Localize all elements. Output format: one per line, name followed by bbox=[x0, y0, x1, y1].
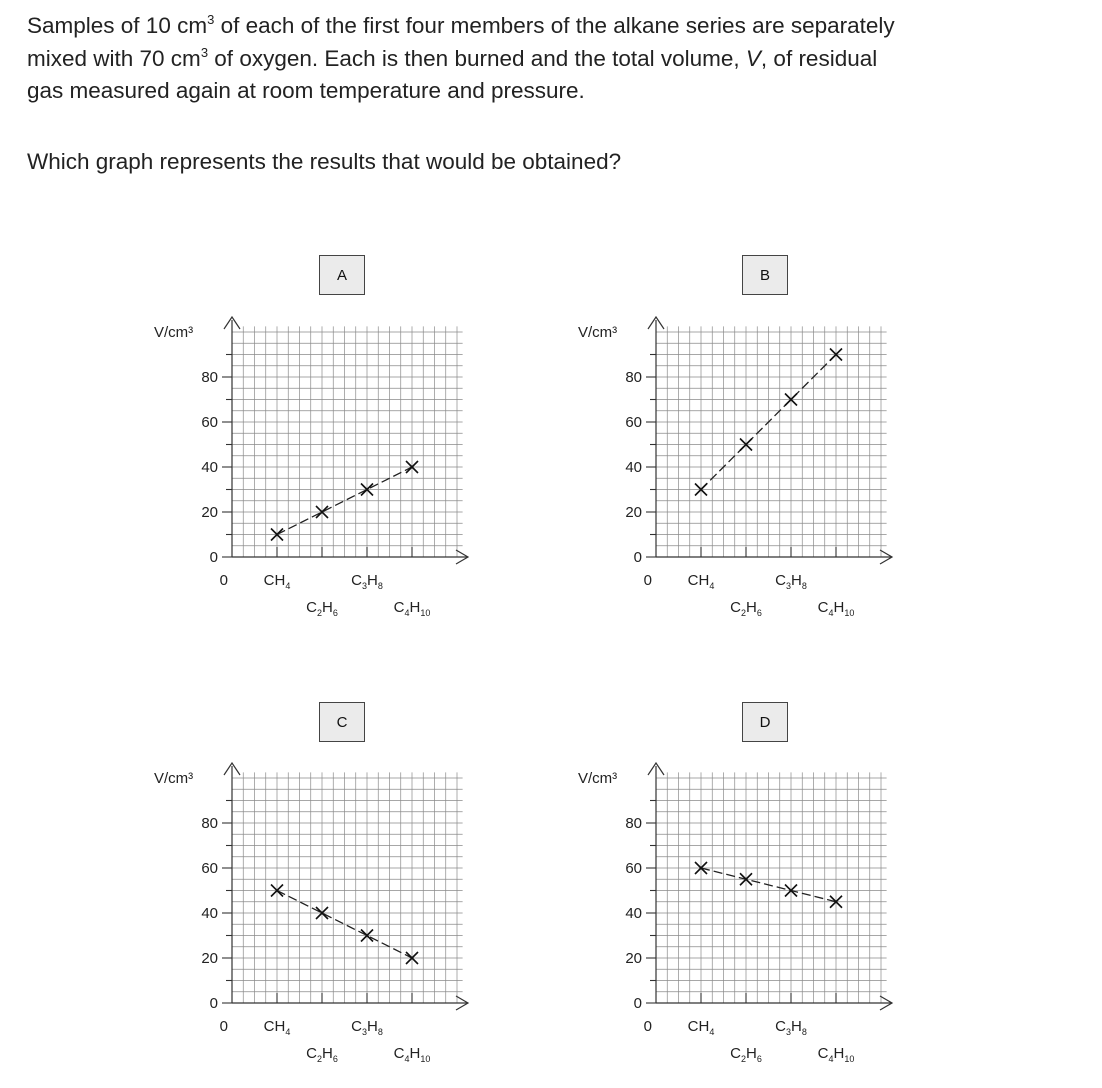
y-tick-label: 40 bbox=[625, 459, 642, 476]
y-tick-label: 40 bbox=[625, 905, 642, 922]
formula-part: H bbox=[322, 1045, 333, 1062]
formula-part: C bbox=[730, 599, 741, 616]
chart-grid bbox=[232, 772, 463, 1003]
category-label bbox=[394, 599, 431, 618]
formula-part: H bbox=[409, 1045, 421, 1062]
chart-a bbox=[154, 317, 468, 618]
formula-sub: 6 bbox=[756, 1054, 762, 1064]
y-tick-label: 80 bbox=[625, 815, 642, 832]
y-tick-label: 40 bbox=[201, 459, 218, 476]
formula-part: C bbox=[306, 1045, 317, 1062]
category-label bbox=[730, 599, 762, 618]
chart-grid bbox=[656, 326, 887, 557]
formula-part: C bbox=[393, 1045, 405, 1062]
formula-sub: 4 bbox=[404, 1054, 410, 1064]
y-axis-label: V/cm³ bbox=[578, 770, 618, 787]
formula-sub: 3 bbox=[361, 581, 367, 591]
y-tick-label: 80 bbox=[625, 369, 642, 386]
formula-sub: 4 bbox=[404, 608, 410, 618]
formula-sub: 2 bbox=[740, 1054, 746, 1064]
option-b-label[interactable]: B bbox=[742, 255, 788, 295]
formula-sub: 8 bbox=[377, 1027, 383, 1037]
formula-sub: 4 bbox=[828, 608, 834, 618]
formula-sub: 2 bbox=[316, 608, 322, 618]
x-origin-label: 0 bbox=[219, 572, 228, 589]
formula-part: H bbox=[274, 572, 286, 589]
question-prompt: Which graph represents the results that would be obtained? bbox=[27, 149, 622, 174]
formula-sub: 6 bbox=[332, 608, 338, 618]
category-label bbox=[688, 1018, 715, 1037]
formula-sub: 4 bbox=[709, 581, 715, 591]
formula-part: C bbox=[687, 1018, 699, 1035]
formula-sub: 6 bbox=[756, 608, 762, 618]
formula-sub: 10 bbox=[844, 1054, 855, 1064]
formula-sub: 10 bbox=[844, 608, 855, 618]
y-axis-label: V/cm³ bbox=[154, 770, 194, 787]
formula-part: C bbox=[351, 1018, 362, 1035]
axes bbox=[648, 317, 892, 564]
y-axis-label: V/cm³ bbox=[578, 324, 618, 341]
formula-sub: 3 bbox=[361, 1027, 367, 1037]
y-tick-label: 20 bbox=[201, 504, 218, 521]
y-tick-label: 60 bbox=[201, 860, 218, 877]
formula-part: H bbox=[791, 1018, 802, 1035]
axes bbox=[648, 763, 892, 1010]
category-label bbox=[818, 1045, 855, 1064]
formula-sub: 8 bbox=[801, 581, 807, 591]
chart-b bbox=[578, 317, 892, 618]
category-label bbox=[264, 572, 291, 591]
formula-part: H bbox=[698, 572, 710, 589]
formula-sub: 2 bbox=[740, 608, 746, 618]
axes bbox=[224, 317, 468, 564]
formula-part: C bbox=[263, 572, 275, 589]
y-tick-label: 0 bbox=[633, 995, 642, 1012]
x-origin-label: 0 bbox=[219, 1018, 228, 1035]
formula-sub: 3 bbox=[785, 1027, 791, 1037]
question-line-1: Samples of 10 $cm^3$ of each of the first four members of the alkane series are separately bbox=[27, 12, 895, 38]
axes bbox=[224, 763, 468, 1010]
category-label bbox=[775, 572, 807, 591]
category-label bbox=[730, 1045, 762, 1064]
formula-sub: 10 bbox=[420, 608, 431, 618]
category-label bbox=[351, 1018, 383, 1037]
formula-part: C bbox=[263, 1018, 275, 1035]
y-tick-label: 80 bbox=[201, 369, 218, 386]
formula-sub: 10 bbox=[420, 1054, 431, 1064]
formula-part: H bbox=[409, 599, 421, 616]
formula-part: C bbox=[775, 1018, 786, 1035]
formula-part: H bbox=[698, 1018, 710, 1035]
y-tick-label: 40 bbox=[201, 905, 218, 922]
category-label bbox=[351, 572, 383, 591]
question-line-2: mixed with 70 $cm^3$ of oxygen. Each is then burned and the total volume, V, of residual bbox=[27, 44, 878, 71]
formula-part: H bbox=[833, 599, 845, 616]
y-tick-label: 0 bbox=[209, 995, 218, 1012]
formula-part: C bbox=[306, 599, 317, 616]
x-origin-label: 0 bbox=[643, 572, 652, 589]
formula-part: H bbox=[322, 599, 333, 616]
option-a-label[interactable]: A bbox=[319, 255, 365, 295]
category-label bbox=[688, 572, 715, 591]
formula-part: C bbox=[817, 1045, 829, 1062]
chart-d bbox=[578, 763, 892, 1064]
formula-part: C bbox=[817, 599, 829, 616]
category-label bbox=[264, 1018, 291, 1037]
y-tick-label: 20 bbox=[625, 504, 642, 521]
y-tick-label: 80 bbox=[201, 815, 218, 832]
formula-part: C bbox=[730, 1045, 741, 1062]
y-tick-label: 60 bbox=[625, 860, 642, 877]
y-tick-label: 0 bbox=[209, 549, 218, 566]
formula-part: H bbox=[746, 599, 757, 616]
formula-sub: 8 bbox=[801, 1027, 807, 1037]
formula-sub: 2 bbox=[316, 1054, 322, 1064]
formula-sub: 4 bbox=[709, 1027, 715, 1037]
formula-part: H bbox=[367, 572, 378, 589]
option-c-label[interactable]: C bbox=[319, 702, 365, 742]
category-label bbox=[306, 1045, 338, 1064]
y-tick-label: 20 bbox=[201, 950, 218, 967]
formula-sub: 4 bbox=[828, 1054, 834, 1064]
formula-sub: 3 bbox=[785, 581, 791, 591]
formula-part: C bbox=[687, 572, 699, 589]
category-label bbox=[818, 599, 855, 618]
option-d-label[interactable]: D bbox=[742, 702, 788, 742]
formula-part: H bbox=[746, 1045, 757, 1062]
formula-sub: 4 bbox=[285, 1027, 291, 1037]
formula-sub: 6 bbox=[332, 1054, 338, 1064]
chart-c bbox=[154, 763, 468, 1064]
y-tick-label: 0 bbox=[633, 549, 642, 566]
category-label bbox=[775, 1018, 807, 1037]
x-origin-label: 0 bbox=[643, 1018, 652, 1035]
category-label bbox=[394, 1045, 431, 1064]
formula-part: C bbox=[393, 599, 405, 616]
chart-grid bbox=[232, 326, 463, 557]
formula-part: C bbox=[775, 572, 786, 589]
formula-part: H bbox=[274, 1018, 286, 1035]
chart-grid bbox=[656, 772, 887, 1003]
formula-part: H bbox=[791, 572, 802, 589]
y-axis-label: V/cm³ bbox=[154, 324, 194, 341]
y-tick-label: 60 bbox=[201, 414, 218, 431]
question-line-3: gas measured again at room temperature and pressure. bbox=[27, 78, 585, 103]
formula-part: C bbox=[351, 572, 362, 589]
y-tick-label: 20 bbox=[625, 950, 642, 967]
formula-sub: 4 bbox=[285, 581, 291, 591]
y-tick-label: 60 bbox=[625, 414, 642, 431]
formula-part: H bbox=[367, 1018, 378, 1035]
formula-sub: 8 bbox=[377, 581, 383, 591]
category-label bbox=[306, 599, 338, 618]
formula-part: H bbox=[833, 1045, 845, 1062]
